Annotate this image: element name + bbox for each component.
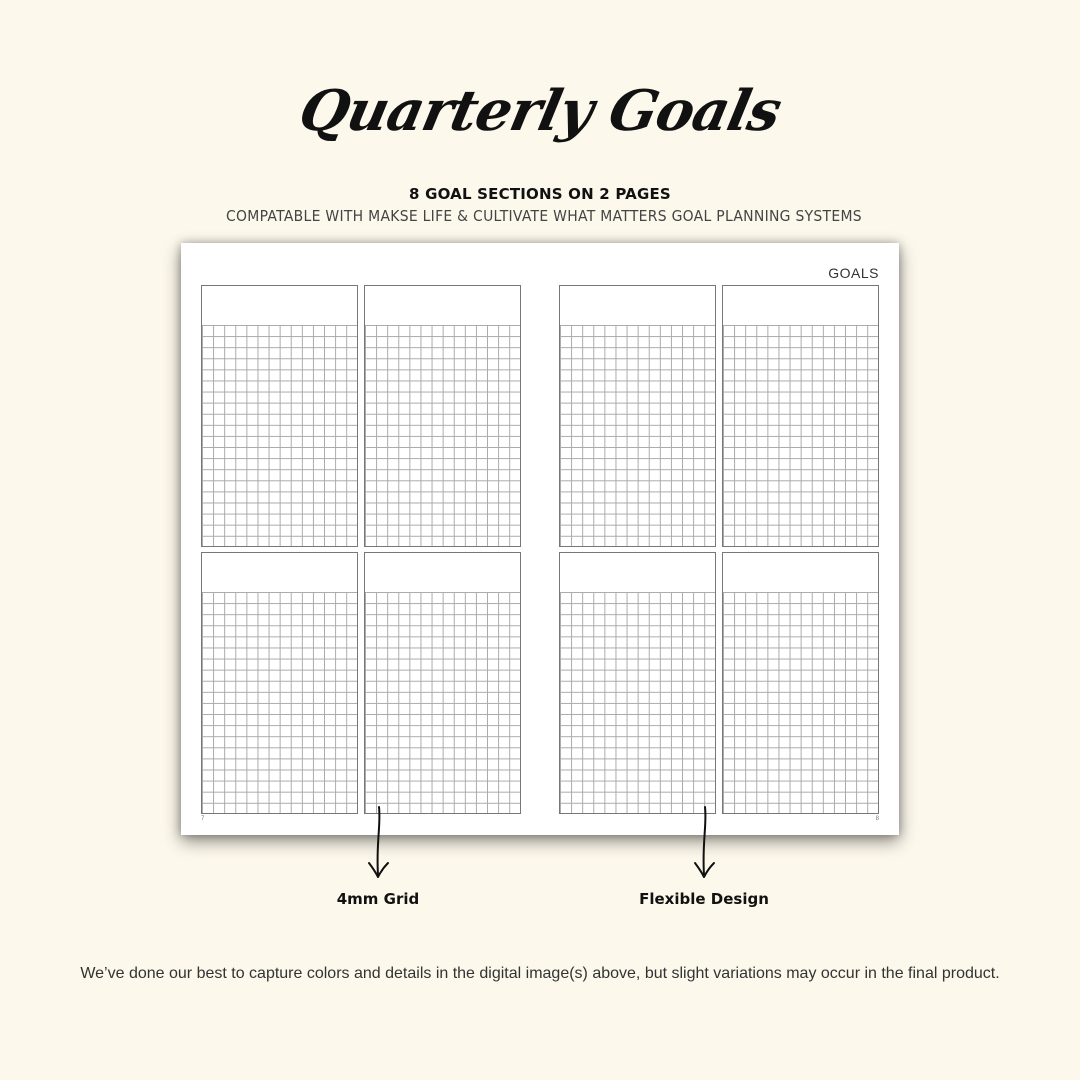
goal-grid [723,592,878,813]
goal-grid [365,325,520,546]
page-title: Quarterly Goals [293,78,787,144]
goal-grid [560,592,715,813]
goal-section-6 [364,552,521,814]
goals-heading: GOALS [828,265,879,281]
goal-section-8 [722,552,879,814]
design-callout-label: Flexible Design [639,890,769,908]
planner-spread [181,243,899,835]
goal-section-header [365,286,520,326]
goal-section-header [202,553,357,593]
goal-section-header [560,286,715,326]
goal-grid [723,325,878,546]
goal-section-header [723,553,878,593]
page-number-left: 7 [201,816,205,822]
page-number-right: 8 [875,816,879,822]
goal-section-header [365,553,520,593]
goal-section-header [560,553,715,593]
goal-grid [365,592,520,813]
goal-section-7 [559,552,716,814]
disclaimer-text: We’ve done our best to capture colors and details in the digital image(s) above, but slight variations may occur in the final product. [80,965,1000,982]
grid-callout-label: 4mm Grid [336,890,420,908]
arrow-down-icon [364,805,392,881]
goal-section-2 [364,285,521,547]
arrow-down-icon [690,805,718,881]
goal-grid [202,325,357,546]
goal-grid [202,592,357,813]
page-subtitle: 8 GOAL SECTIONS ON 2 PAGES [409,185,671,203]
compatibility-note: COMPATABLE WITH MAKSE LIFE & CULTIVATE WHAT MATTERS GOAL PLANNING SYSTEMS [226,207,862,225]
goal-grid [560,325,715,546]
goal-section-1 [201,285,358,547]
goal-section-5 [201,552,358,814]
goal-section-4 [722,285,879,547]
goal-section-header [202,286,357,326]
goal-section-header [723,286,878,326]
goal-section-3 [559,285,716,547]
